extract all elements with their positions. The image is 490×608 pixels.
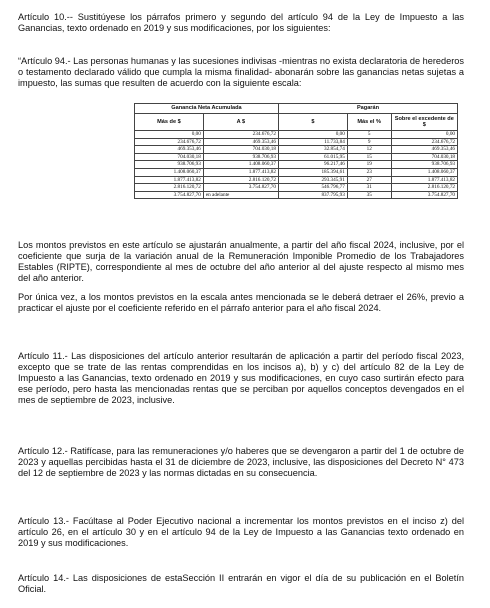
table-cell: 1.877.413,82 <box>391 176 457 184</box>
table-column-header: Sobre el excedente de $ <box>391 114 457 131</box>
table-cell: 938.706,93 <box>135 161 204 169</box>
table-row <box>135 146 458 154</box>
table-cell: 0,00 <box>135 131 204 139</box>
table-cell: 12 <box>347 146 391 154</box>
table-cell: 546.796,77 <box>278 184 347 192</box>
table-cell: 2.816.120,72 <box>135 184 204 192</box>
table-cell: 469.353,46 <box>203 138 278 146</box>
table-cell: 704.030,18 <box>135 153 204 161</box>
table-cell: 1.877.413,82 <box>203 168 278 176</box>
table-row <box>135 138 458 146</box>
table-cell: 0,00 <box>391 131 457 139</box>
table-cell: 61.015,95 <box>278 153 347 161</box>
table-row <box>135 191 458 199</box>
table-column-header: $ <box>278 114 347 131</box>
table-cell: 3.754.827,70 <box>391 191 457 199</box>
table-column-header: Más el % <box>347 114 391 131</box>
table-cell: en adelante <box>203 191 278 199</box>
table-cell: 3.754.827,70 <box>203 184 278 192</box>
table-row <box>135 161 458 169</box>
table-cell: 2.816.120,72 <box>203 176 278 184</box>
table-group-header: Ganancia Neta Acumulada <box>135 104 279 114</box>
table-cell: 31 <box>347 184 391 192</box>
table-group-header: Pagarán <box>278 104 457 114</box>
table-cell: 938.706,93 <box>391 161 457 169</box>
table-cell: 704.030,18 <box>391 153 457 161</box>
paragraph-montos-ajuste: Los montos previstos en este artículo se ajustarán anualmente, a partir del año fiscal 2024, inclusive, por el coeficiente que surja de la variación anual de la Remuneración Imponible Promedio de los Trabajadores Estables (RIPTE), correspondiente al mes de octubre del año anterior al del ajuste respecto al mismo mes del año anterior. <box>18 240 464 283</box>
table-cell: 1.408.060,37 <box>203 161 278 169</box>
table-row <box>135 153 458 161</box>
table-row <box>135 168 458 176</box>
table-cell: 1.408.060,37 <box>391 168 457 176</box>
table-cell: 3.754.827,70 <box>135 191 204 199</box>
table-cell: 469.353,46 <box>135 146 204 154</box>
table-row <box>135 184 458 192</box>
table-body <box>135 131 458 199</box>
paragraph-article-94-intro: “Artículo 94.- Las personas humanas y las sucesiones indivisas -mientras no exista declaratoria de herederos o testamento declarado válido que cumpla la misma finalidad- abonarán sobre las ganancias netas sujetas a impuesto, las sumas que resulten de acuerdo con la siguiente escala: <box>18 56 464 88</box>
paragraph-article-11: Artículo 11.- Las disposiciones del artículo anterior resultarán de aplicación a partir del período fiscal 2023, excepto que se trate de las rentas comprendidas en los incisos a), b) y c) del artículo 82 de la Ley de Impuesto a las Ganancias, texto ordenado en 2019 y sus modificaciones, en cuyo caso surtirán efecto para ese período, pero hasta las mencionadas rentas que se perciban por aquellos conceptos devengados en el mes de septiembre de 2023, inclusive. <box>18 351 464 405</box>
table-cell: 234.676,72 <box>391 138 457 146</box>
table-cell: 32.854,74 <box>278 146 347 154</box>
table-cell: 19 <box>347 161 391 169</box>
paragraph-article-13: Artículo 13.- Facúltase al Poder Ejecutivo nacional a incrementar los montos previstos en el inciso z) del artículo 26, en el artículo 30 y en el artículo 94 de la Ley de Impuesto a las Ganancias texto ordenado en 2019 y sus modificaciones. <box>18 516 464 548</box>
paragraph-article-14: Artículo 14.- Las disposiciones de estaSección II entrarán en vigor el día de su publicación en el Boletín Oficial. <box>18 573 464 594</box>
table-cell: 0,00 <box>278 131 347 139</box>
table-cell: 15 <box>347 153 391 161</box>
table-cell: 234.676,72 <box>135 138 204 146</box>
table-cell: 938.706,93 <box>203 153 278 161</box>
table-cell: 837.795,93 <box>278 191 347 199</box>
paragraph-unica-vez: Por única vez, a los montos previstos en la escala antes mencionada se le deberá detraer el 26%, previo a practicar el ajuste por el coeficiente referido en el párrafo anterior para el año fiscal 2024. <box>18 292 464 313</box>
tax-scale-table <box>134 103 458 199</box>
table-cell: 234.676,72 <box>203 131 278 139</box>
table-cell: 469.353,46 <box>391 146 457 154</box>
table-cell: 1.877.413,82 <box>135 176 204 184</box>
table-cell: 9 <box>347 138 391 146</box>
table-column-header: Más de $ <box>135 114 204 131</box>
paragraph-article-12: Artículo 12.- Ratifícase, para las remuneraciones y/o haberes que se devengaron a partir del 1 de octubre de 2023 y aquellas percibidas hasta el 31 de diciembre de 2023, inclusive, las disposiciones del Decreto N° 473 del 12 de septiembre de 2023 y las normas dictadas en su consecuencia. <box>18 446 464 478</box>
paragraph-article-10: Artículo 10.-- Sustitúyese los párrafos primero y segundo del artículo 94 de la Ley de Impuesto a las Ganancias, texto ordenado en 2019 y sus modificaciones, por los siguientes: <box>18 12 464 34</box>
table-cell: 2.816.120,72 <box>391 184 457 192</box>
table-cell: 293.345,91 <box>278 176 347 184</box>
table-cell: 27 <box>347 176 391 184</box>
table-cell: 35 <box>347 191 391 199</box>
table-cell: 1.408.060,37 <box>135 168 204 176</box>
table-cell: 96.217,46 <box>278 161 347 169</box>
table-cell: 185.394,61 <box>278 168 347 176</box>
table-cell: 11.733,84 <box>278 138 347 146</box>
table-cell: 23 <box>347 168 391 176</box>
table-cell: 5 <box>347 131 391 139</box>
table-row <box>135 176 458 184</box>
table-cell: 704.030,18 <box>203 146 278 154</box>
table-row <box>135 131 458 139</box>
table-column-header: A $ <box>203 114 278 131</box>
